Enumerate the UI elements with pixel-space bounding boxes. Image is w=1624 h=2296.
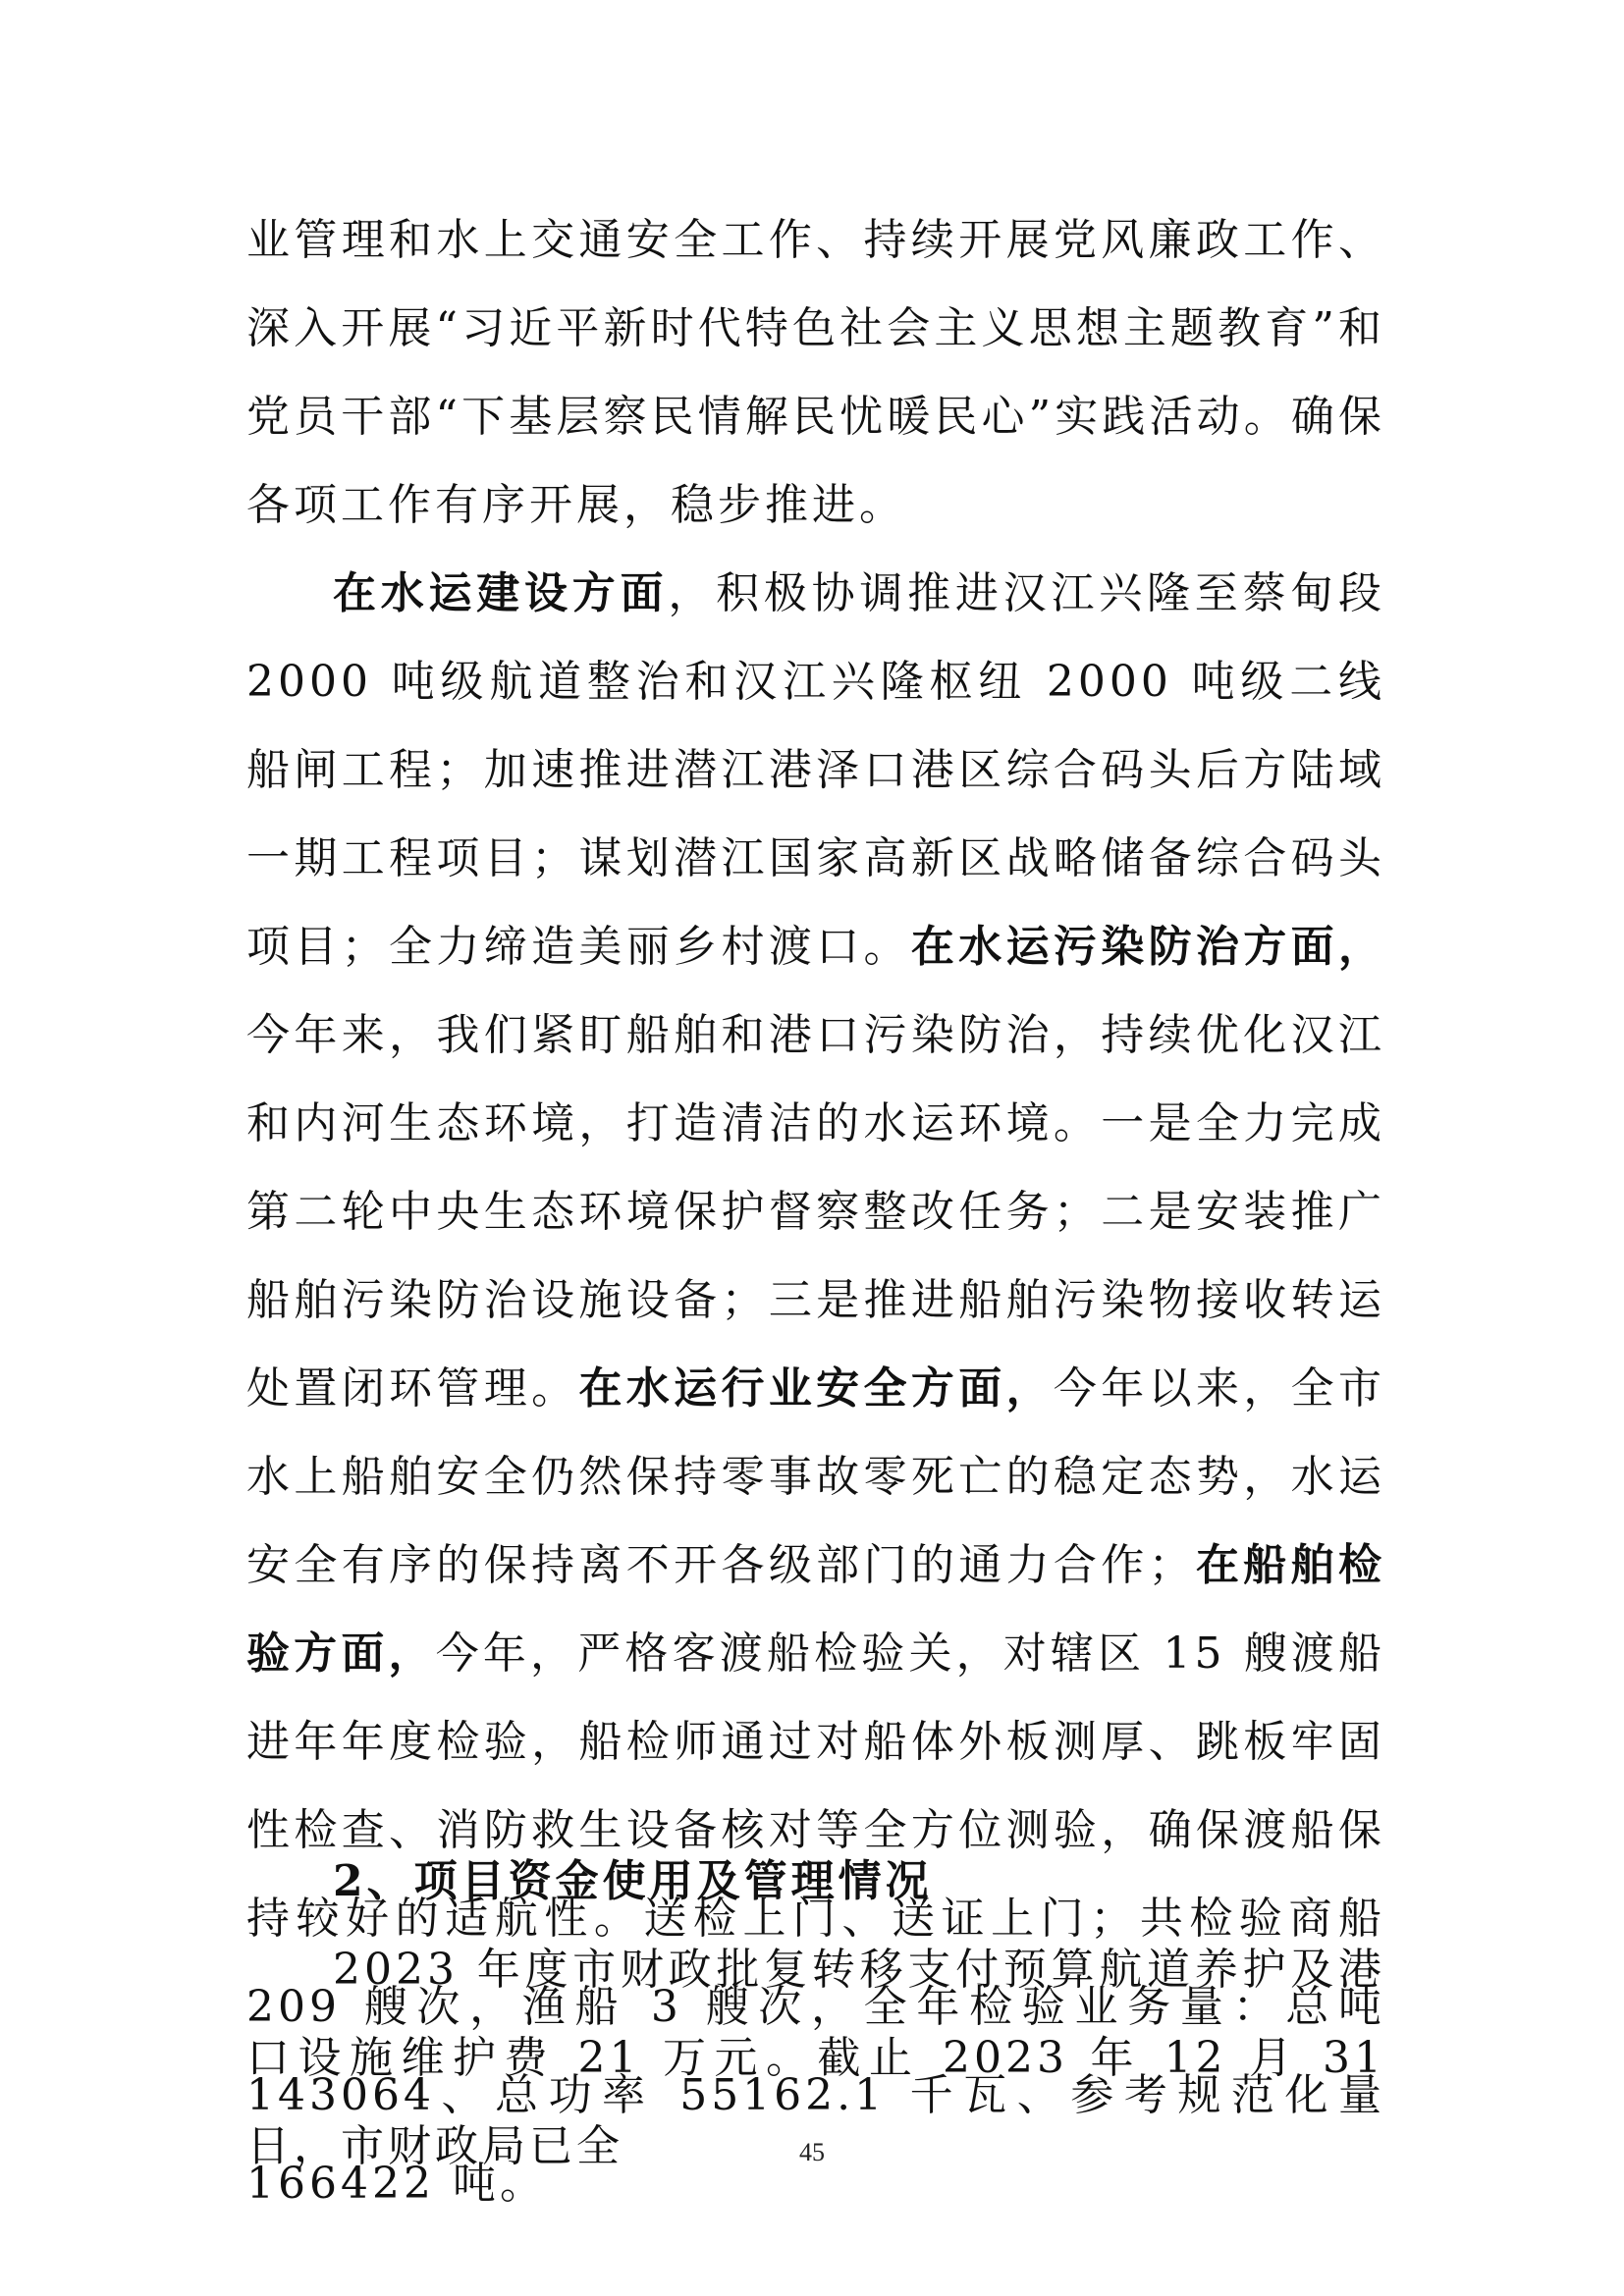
body-paragraph-1: [246, 196, 1385, 550]
industry-safety-text: 今年以来，全市水上船舶安全仍然保持零事故零死亡的稳定态势，水运安全有序的保持离不开各级部门的通力合作；: [246, 1363, 1386, 1590]
paragraph-3-text: 2023 年度市财政批复转移支付预算航道养护及港口设施维护费 21 万元。截止 2023 年 12 月 31 日，市财政局已全: [246, 1945, 1385, 2171]
heading-water-transport-construction: 在水运建设方面: [333, 568, 669, 618]
section-heading-funds: [246, 1838, 1385, 1926]
pollution-prevention-text: 今年来，我们紧盯船舶和港口污染防治，持续优化汉江和内河生态环境，打造清洁的水运环境。一是全力完成第二轮中央生态环境保护督察整改任务；二是安装推广船舶污染防治设施设备；三是推进船舶污染物接收转运处置闭环管理。: [246, 1010, 1385, 1414]
page-number: 45: [799, 2138, 825, 2166]
heading-ship-inspection: 在船舶检验方面，: [246, 1540, 1386, 1679]
construction-text: ，积极协调推进汉江兴隆至蔡甸段 2000 吨级航道整治和汉江兴隆枢纽 2000 吨级二线船闸工程；加速推进潜江港泽口港区综合码头后方陆域一期工程项目；谋划潜江国家高新区战略储备综合码头项目；全力缔造美丽乡村渡口。: [246, 568, 1386, 972]
heading-pollution-prevention: 在水运污染防治方面，: [910, 922, 1386, 972]
paragraph-1-text: 业管理和水上交通安全工作、持续开展党风廉政工作、深入开展“习近平新时代特色社会主义思想主题教育”和党员干部“下基层察民情解民忧暖民心”实践活动。确保各项工作有序开展，稳步推进。: [246, 215, 1385, 530]
section-heading-text: 2、项目资金使用及管理情况: [333, 1856, 933, 1906]
ship-inspection-text: 今年，严格客渡船检验关，对辖区 15 艘渡船进年年度检验，船检师通过对船体外板测厚、跳板牢固性检查、消防救生设备核对等全方位测验，确保渡船保持较好的适航性。送检上门、送证上门；共检验商船 209 艘次，渔船 3 艘次，全年检验业务量：总吨 143064、总功率 55162.1 千瓦、参考规范化量 166422 吨。: [246, 1629, 1385, 2209]
heading-industry-safety: 在水运行业安全方面，: [578, 1363, 1054, 1414]
